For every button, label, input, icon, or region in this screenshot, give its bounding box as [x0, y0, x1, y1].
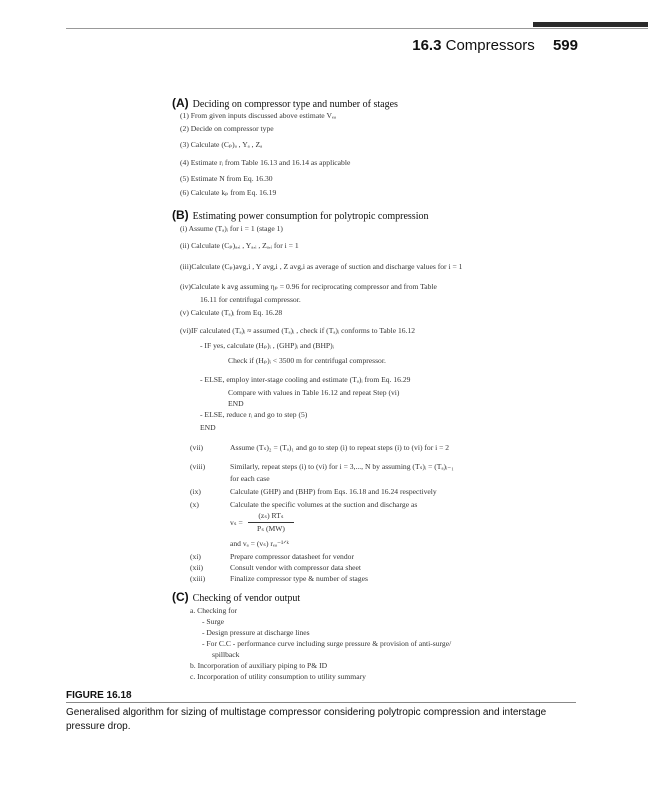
b-line-7: (vi)IF calculated (Tₐ)ᵢ ≈ assumed (Tₐ)ᵢ , check if (Tₐ)ᵢ conforms to Table 16.12 — [180, 326, 416, 335]
a-line-6: (6) Calculate kₚ from Eq. 16.19 — [180, 188, 277, 197]
figure-label: FIGURE 16.18 — [66, 690, 132, 701]
running-header — [412, 37, 578, 54]
section-b-title: Estimating power consumption for polytropic compression — [192, 211, 429, 222]
section-c-title: Checking of vendor output — [192, 593, 301, 604]
step-num-x: (x) — [190, 500, 199, 509]
a-line-1: (1) From given inputs discussed above estimate Vₑₐ — [180, 111, 336, 120]
b-line-12: END — [228, 399, 244, 408]
c-line-6: b. Incorporation of auxiliary piping to P& ID — [190, 661, 328, 670]
a-line-5: (5) Estimate N from Eq. 16.30 — [180, 174, 273, 183]
a-line-2: (2) Decide on compressor type — [180, 124, 274, 133]
c-line-5: spillback — [212, 650, 240, 659]
section-a-heading — [172, 96, 398, 110]
figure-caption: Generalised algorithm for sizing of multistage compressor considering polytropic compression and interstage pressure drop. — [66, 707, 547, 732]
c-line-4: - For C.C - performance curve including surge pressure & provision of anti-surge/ — [202, 639, 452, 648]
step-num-xii: (xii) — [190, 563, 204, 572]
step-text-xii: Consult vendor with compressor data sheet — [230, 563, 361, 572]
a-line-4: (4) Estimate rᵢ from Table 16.13 and 16.14 as applicable — [180, 158, 351, 167]
formula-lhs: vₛ = — [230, 518, 243, 527]
section-b-heading — [172, 208, 428, 222]
header-title: Compressors — [445, 37, 535, 54]
step-text-viii: Similarly, repeat steps (i) to (vi) for i = 3,..., N by assuming (Tₛ)ᵢ = (Tₐ)ᵢ₋₁ — [230, 462, 454, 471]
step-num-xiii: (xiii) — [190, 574, 206, 583]
step-text-xiii: Finalize compressor type & number of stages — [230, 574, 368, 583]
formula-line-2: and vₐ = (vₛ) rₑₐ⁻¹ᐟᵏ — [230, 539, 289, 548]
b-line-6: (v) Calculate (Tₐ)ᵢ from Eq. 16.28 — [180, 308, 283, 317]
step-text-ix: Calculate (GHP) and (BHP) from Eqs. 16.18 and 16.24 respectively — [230, 487, 437, 496]
b-line-14: END — [200, 423, 216, 432]
section-b-letter: (B) — [172, 208, 189, 222]
b-line-9: Check if (Hₚ)ᵢ < 3500 m for centrifugal compressor. — [228, 356, 386, 365]
b-line-11: Compare with values in Table 16.12 and repeat Step (vi) — [228, 388, 400, 397]
b-line-5: 16.11 for centrifugal compressor. — [200, 295, 301, 304]
header-section: 16.3 — [412, 37, 442, 54]
b-line-2: (ii) Calculate (Cₚ)ₐ,ᵢ , Yₐ,ᵢ , Zₐ,ᵢ for i = 1 — [180, 241, 299, 250]
b-line-13: - ELSE, reduce rᵢ and go to step (5) — [200, 410, 308, 419]
formula-numerator: (zₛ) RTₛ — [258, 511, 284, 520]
formula-denominator: Pₛ (MW) — [257, 524, 285, 533]
b-line-1: (i) Assume (Tₐ)ᵢ for i = 1 (stage 1) — [180, 224, 283, 233]
c-line-1: a. Checking for — [190, 606, 238, 615]
section-c-letter: (C) — [172, 590, 189, 604]
page-number: 599 — [552, 37, 578, 54]
step-num-vii: (vii) — [190, 443, 204, 452]
b-line-4: (iv)Calculate k avg assuming ηₚ = 0.96 for reciprocating compressor and from Table — [180, 282, 437, 291]
c-line-7: c. Incorporation of utility consumption to utility summary — [190, 672, 366, 681]
section-a-letter: (A) — [172, 96, 189, 110]
step-text-x: Calculate the specific volumes at the suction and discharge as — [230, 500, 418, 509]
header-rule — [66, 28, 648, 29]
step-text-xi: Prepare compressor datasheet for vendor — [230, 552, 354, 561]
figure-rule — [66, 702, 576, 703]
step-num-xi: (xi) — [190, 552, 201, 561]
c-line-3: - Design pressure at discharge lines — [202, 628, 310, 637]
section-c-heading — [172, 590, 300, 604]
section-a-title: Deciding on compressor type and number of stages — [192, 99, 398, 110]
c-line-2: - Surge — [202, 617, 225, 626]
step-text-viii-cont: for each case — [230, 474, 270, 483]
b-line-8: - IF yes, calculate (Hₚ)ᵢ , (GHP)ᵢ and (BHP)ᵢ — [200, 341, 334, 350]
b-line-10: - ELSE, employ inter-stage cooling and estimate (Tₐ)ᵢ from Eq. 16.29 — [200, 375, 411, 384]
step-num-ix: (ix) — [190, 487, 201, 496]
step-num-viii: (viii) — [190, 462, 206, 471]
formula-fraction-bar — [248, 522, 294, 523]
a-line-3: (3) Calculate (Cₚ)ₐ , Yₐ , Zₐ — [180, 140, 263, 149]
b-line-3: (iii)Calculate (Cₚ)avg,i , Y avg,i , Z avg,i as average of suction and discharge values for i = 1 — [180, 262, 463, 271]
header-accent-bar — [533, 22, 648, 27]
step-text-vii: Assume (Tₛ)₂ = (Tₐ)₁ and go to step (i) to repeat steps (i) to (vi) for i = 2 — [230, 443, 450, 452]
